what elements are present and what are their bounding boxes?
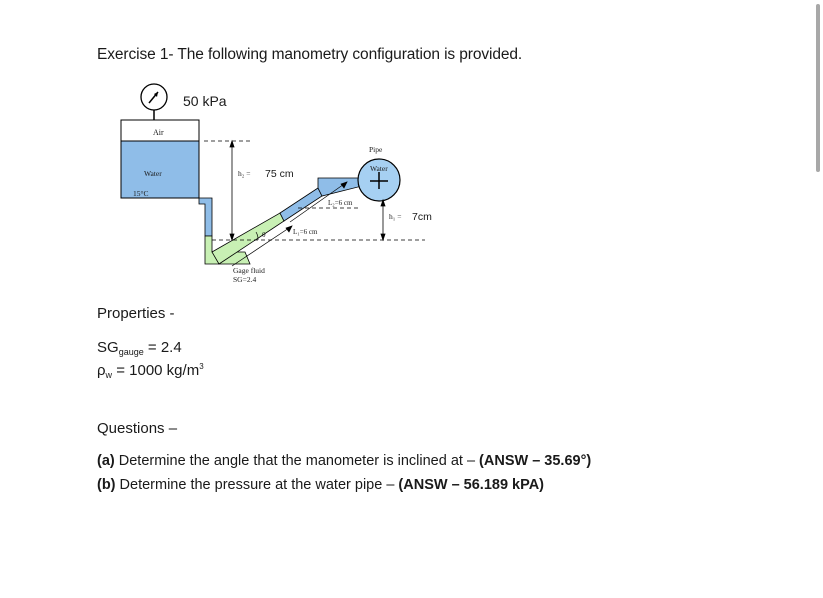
rho-symbol: ρ (97, 362, 106, 379)
question-b-text: Determine the pressure at the water pipe – (115, 477, 399, 493)
sg-value: = 2.4 (143, 339, 182, 356)
properties-heading: Properties - (97, 305, 175, 322)
question-b-answer: (ANSW – 56.189 kPA) (398, 477, 545, 493)
sg-symbol: SG (97, 339, 119, 356)
water-density-line (97, 362, 204, 380)
vertical-scrollbar[interactable] (816, 4, 820, 172)
question-a-prefix: (a) (97, 453, 115, 469)
pipe-fluid-label: Water (370, 164, 388, 173)
question-a-answer: (ANSW – 35.69°) (479, 453, 592, 469)
l2-label: L₂=6 cm (328, 199, 353, 207)
gauge-reading: 50 kPa (183, 93, 227, 109)
gage-sg-label: SG=2.4 (233, 275, 257, 284)
h2-value: 75 cm (265, 168, 294, 180)
rho-unit-power: 3 (199, 362, 204, 371)
question-b (97, 477, 544, 493)
sg-subscript: gauge (118, 347, 144, 357)
exercise-title: Exercise 1- The following manometry configuration is provided. (97, 46, 523, 63)
temperature-label: 15°C (133, 189, 149, 198)
question-a (97, 453, 591, 469)
theta-label: θ (262, 230, 266, 239)
air-label: Air (153, 128, 164, 137)
manometer-tube (199, 178, 362, 264)
question-b-prefix: (b) (97, 477, 116, 493)
rho-value: = 1000 kg/m (112, 362, 200, 379)
h1-dimension (381, 200, 385, 240)
pipe-label: Pipe (369, 145, 383, 154)
tank-fluid-label: Water (144, 169, 162, 178)
question-a-text: Determine the angle that the manometer is inclined at – (114, 453, 480, 469)
sg-gauge-line (97, 339, 182, 357)
h2-prefix: h₂ = (238, 169, 251, 178)
gage-fluid-label: Gage fluid (233, 266, 265, 275)
h2-dimension (230, 141, 234, 240)
questions-heading: Questions – (97, 420, 178, 437)
l1-label: L₁=6 cm (293, 228, 318, 236)
rho-subscript: w (105, 370, 113, 380)
pressure-gauge-icon (141, 84, 167, 120)
h1-prefix: h₁ = (389, 212, 402, 221)
h1-value: 7cm (412, 211, 432, 223)
